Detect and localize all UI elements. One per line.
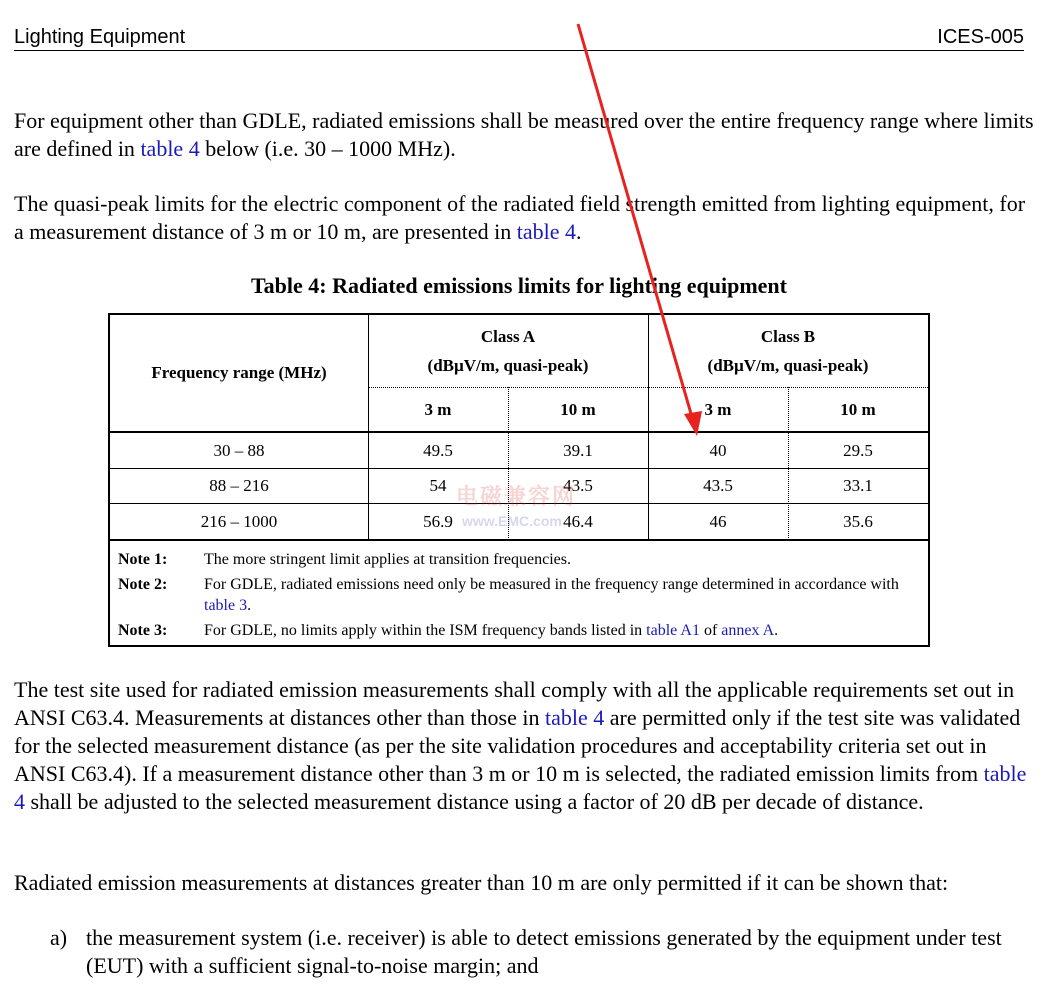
list-item-text: the measurement system (i.e. receiver) is able to detect emissions generated by the equipment under test (EUT) with a sufficient signal-to-noise margin; and: [86, 925, 1002, 978]
table4-link[interactable]: table 4: [14, 761, 1027, 814]
note-2-label: Note 2:: [118, 576, 168, 593]
arrow-head: [684, 411, 702, 436]
p1-text-b: below (i.e. 30 – 1000 MHz).: [199, 136, 456, 161]
table3-link[interactable]: table 3: [204, 597, 248, 614]
table-cell: 33.1: [843, 476, 873, 495]
class-b-3m-header: 3 m: [704, 399, 732, 419]
p2-text-b: .: [576, 219, 582, 244]
table-a1-link[interactable]: table A1: [646, 622, 700, 639]
note-3-end: .: [774, 622, 779, 639]
table4-link[interactable]: table 4: [516, 219, 577, 244]
table-cell: 43.5: [563, 476, 593, 495]
p2-text-a: The quasi-peak limits for the electric component of the radiated field strength emitted from lighting equipment, for a measurement distance of 3 m or 10 m, are presented in: [14, 191, 1026, 244]
p4-text: Radiated emission measurements at distances greater than 10 m are only permitted if it can be shown that:: [14, 870, 949, 895]
table-row-freq: 30 – 88: [213, 440, 265, 460]
p3-text-a: The test site used for radiated emission measurements shall comply with all the applicable requirements set out in ANSI C63.4. Measurements at distances other than those in: [14, 677, 1015, 730]
table-cell: 54: [429, 476, 447, 495]
table-cell: 56.9: [423, 511, 453, 531]
note-1-text: The more stringent limit applies at transition frequencies.: [204, 551, 572, 568]
table-cell: 35.6: [843, 511, 873, 531]
note-3-mid: of: [699, 622, 722, 639]
table-row-freq: 88 – 216: [209, 476, 269, 495]
table-row-freq: 216 – 1000: [200, 511, 278, 531]
class-b-header: Class B: [760, 327, 816, 346]
list-marker: a): [50, 925, 68, 950]
note-3-label: Note 3:: [118, 622, 168, 639]
p3-text-c: shall be adjusted to the selected measurement distance using a factor of 20 dB per decade of distance.: [25, 789, 924, 814]
class-a-unit: (dBµV/m, quasi-peak): [427, 356, 589, 375]
table-cell: 39.1: [563, 440, 593, 460]
class-b-unit: (dBµV/m, quasi-peak): [707, 356, 869, 375]
note-2-text: For GDLE, radiated emissions need only be measured in the frequency range determined in accordance with: [204, 576, 899, 593]
note-3-text: For GDLE, no limits apply within the ISM frequency bands listed in: [204, 622, 647, 639]
header-doc-id: ICES-005: [937, 26, 1024, 48]
class-b-10m-header: 10 m: [840, 399, 876, 419]
watermark-logo: 电磁兼容网: [456, 484, 577, 509]
table-cell: 46.4: [563, 511, 593, 531]
table-cell: 40: [709, 440, 727, 460]
table-cell: 43.5: [703, 476, 733, 495]
header-title: Lighting Equipment: [14, 26, 186, 48]
table-caption: Table 4: Radiated emissions limits for lighting equipment: [250, 273, 787, 298]
table-cell: 49.5: [423, 440, 453, 460]
freq-range-header: Frequency range (MHz): [151, 363, 327, 382]
annex-a-link[interactable]: annex A: [721, 622, 775, 639]
note-2-end: .: [247, 597, 252, 614]
class-a-3m-header: 3 m: [424, 399, 452, 419]
watermark-url: www.EMC.com: [462, 513, 562, 529]
table-cell: 29.5: [843, 440, 873, 460]
class-a-10m-header: 10 m: [560, 399, 596, 419]
arrow-shaft: [578, 24, 694, 424]
p1-text-a: For equipment other than GDLE, radiated emissions shall be measured over the entire frequency range where limits are defined in: [14, 108, 1034, 161]
table4-link[interactable]: table 4: [544, 705, 605, 730]
table4-link[interactable]: table 4: [140, 136, 200, 161]
class-a-header: Class A: [480, 327, 536, 346]
p3-text-b: are permitted only if the test site was validated for the selected measurement distance (as per the site validation procedures and acceptability criteria set out in ANSI C63.4). If a measurement distance other than 3 m or 10 m is selected, the radiated emission limits from: [14, 705, 1021, 786]
table-cell: 46: [709, 511, 727, 531]
note-1-label: Note 1:: [118, 551, 168, 568]
